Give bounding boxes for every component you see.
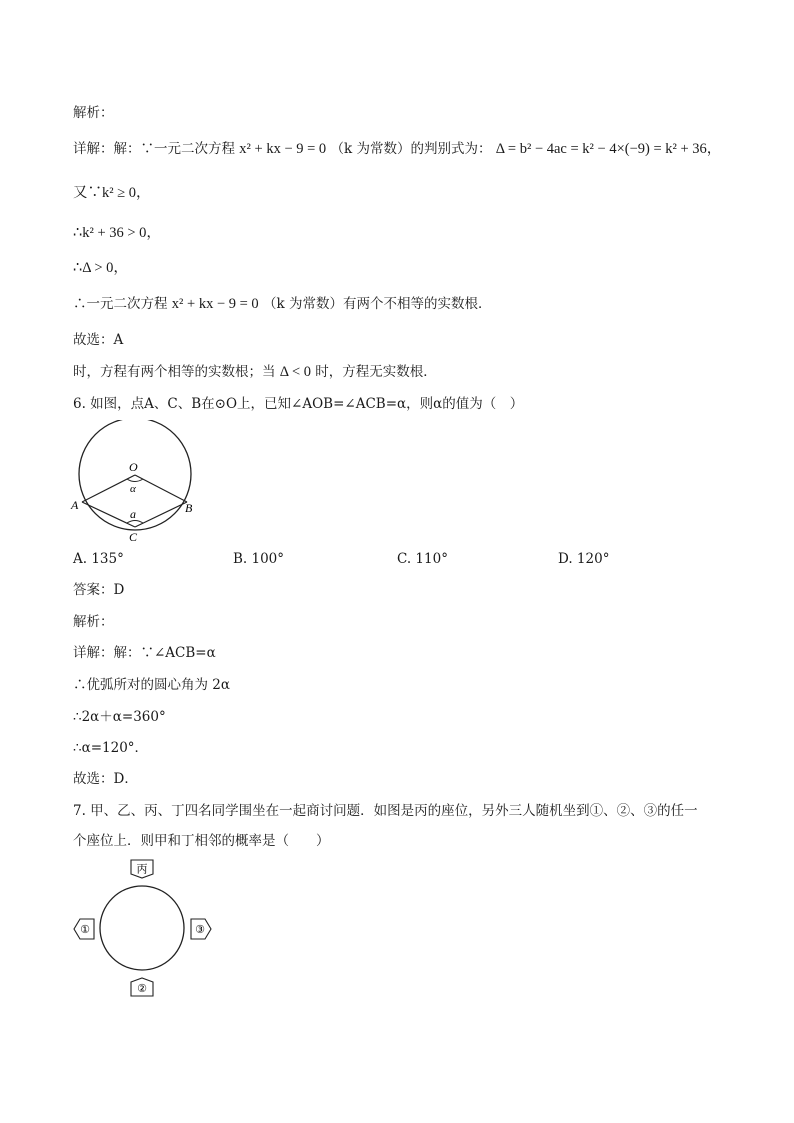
q5-analysis-label: 解析： xyxy=(73,105,114,121)
q6-answer: 答案：D xyxy=(73,582,125,598)
q6-circle-figure xyxy=(62,420,212,548)
q5-step4 xyxy=(73,295,491,313)
q6-choose: 故选：D． xyxy=(73,771,138,787)
q5-step3: ∴Δ > 0， xyxy=(73,260,128,276)
label-alpha-c: a xyxy=(130,507,136,521)
q5-detail-prefix: 详解：解：∵一元二次方程 xyxy=(73,141,235,157)
q6-analysis-label: 解析： xyxy=(73,614,114,630)
q5-step4-suffix: （k 为常数）有两个不相等的实数根． xyxy=(262,296,492,312)
q6-detail: 详解：解：∵∠ACB=α xyxy=(73,645,216,661)
seat-top-label: 丙 xyxy=(136,863,148,876)
table-circle xyxy=(100,886,184,970)
q5-note-b: 时，方程无实数根． xyxy=(315,364,437,380)
q6-step1: ∴优弧所对的圆心角为 2α xyxy=(73,677,230,693)
q5-step4-prefix: ∴一元二次方程 xyxy=(73,296,168,312)
q6-stem: 6. 如图，点A、C、B在⊙O上，已知∠AOB=∠ACB=α，则α的值为（ ） xyxy=(73,396,524,412)
label-o: O xyxy=(129,460,138,474)
q5-note xyxy=(73,363,437,381)
label-a: A xyxy=(71,498,79,512)
q7-stem-line1: 7. 甲、乙、丙、丁四名同学围坐在一起商讨问题．如图是丙的座位，另外三人随机坐到①、②、③的任一 xyxy=(73,803,698,819)
q5-detail-line xyxy=(73,140,721,158)
q5-k-const: （k 为常数）的判别式为： xyxy=(330,141,492,157)
label-c: C xyxy=(129,530,138,544)
q6-step3: ∴α=120°． xyxy=(73,740,149,756)
q5-equation: x² + kx − 9 = 0 xyxy=(239,141,327,157)
q5-note-a: 时，方程有两个相等的实数根；当 xyxy=(73,364,276,380)
q6-step2: ∴2α＋α=360° xyxy=(73,709,166,725)
q6-option-c: C. 110° xyxy=(397,551,448,567)
q5-step1: 又∵k² ≥ 0， xyxy=(73,185,151,201)
q6-option-d: D. 120° xyxy=(558,551,610,567)
label-b: B xyxy=(185,501,193,515)
q6-option-b: B. 100° xyxy=(233,551,285,567)
q5-note-delta: Δ < 0 xyxy=(279,364,311,380)
angle-arc-o xyxy=(127,479,143,482)
seat-left-label: ① xyxy=(80,924,90,936)
q7-stem-line2: 个座位上．则甲和丁相邻的概率是（ ） xyxy=(73,833,330,849)
q5-choose: 故选：A xyxy=(73,332,124,348)
seat-bottom-label: ② xyxy=(137,983,147,995)
q5-step2: ∴k² + 36 > 0， xyxy=(73,225,161,241)
label-alpha-o: α xyxy=(130,483,136,495)
q5-step4-eq: x² + kx − 9 = 0 xyxy=(171,296,259,312)
q6-option-a: A. 135° xyxy=(73,551,124,567)
q5-discriminant: Δ = b² − 4ac = k² − 4×(−9) = k² + 36， xyxy=(495,141,722,157)
seat-right-label: ③ xyxy=(195,924,205,936)
q7-seating-figure xyxy=(70,857,216,999)
